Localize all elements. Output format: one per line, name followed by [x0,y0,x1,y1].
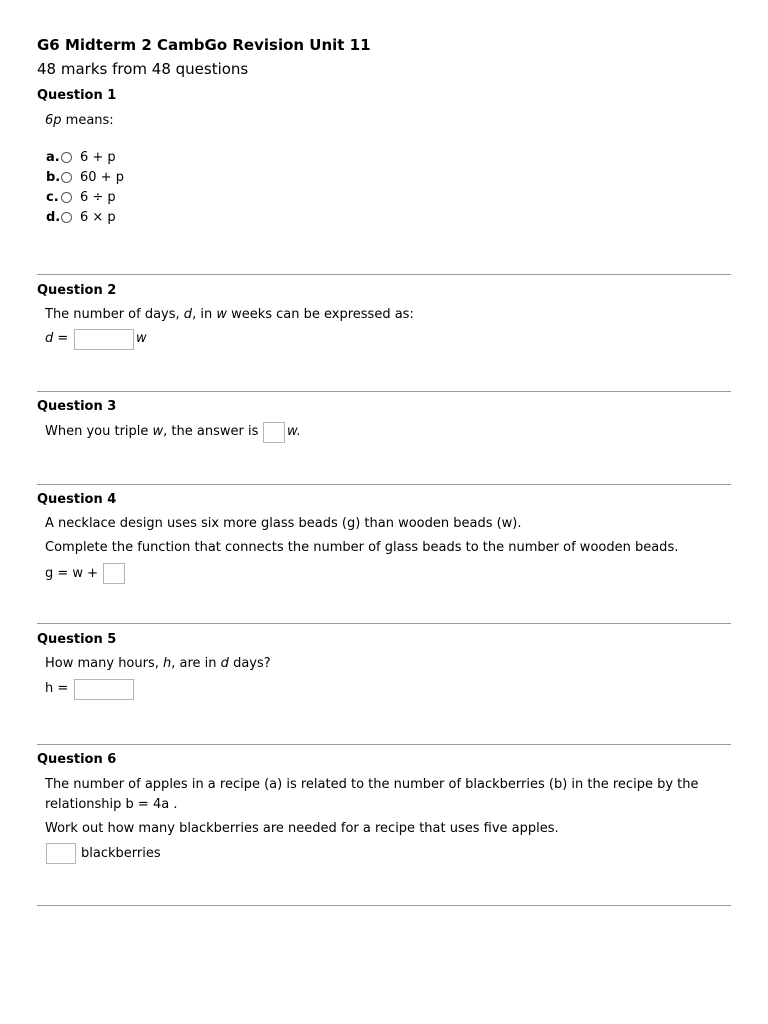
question-5-heading: Question 5 [37,632,117,647]
q2-var-w: w [216,307,227,322]
q5-prompt-part: , are in [171,656,221,671]
q1-expression: 6p [45,113,62,128]
q2-after [136,331,147,346]
divider [37,274,731,275]
question-2-prompt [45,307,414,322]
q1-option-a[interactable] [46,149,116,165]
q3-prompt-part: When you triple [45,424,153,439]
q1-option-a-radio[interactable] [61,152,72,163]
q6-line-2: relationship b = 4a . [45,797,178,812]
question-1-heading: Question 1 [37,88,117,103]
q5-var-h: h [163,656,172,671]
q3-prompt-part: , the answer is [163,424,259,439]
question-3-prompt [45,424,258,439]
q1-option-d-radio[interactable] [61,212,72,223]
question-6-heading: Question 6 [37,752,117,767]
divider [37,623,731,624]
q1-option-b-text: 60 + p [80,169,124,185]
q5-answer-input[interactable] [74,679,134,700]
q1-option-b-letter: b. [46,169,61,185]
q2-var-d: d [183,307,193,322]
q1-option-b[interactable] [46,169,124,185]
q1-option-c-text: 6 ÷ p [80,189,116,205]
q1-option-a-text: 6 + p [80,149,116,165]
q1-option-d-letter: d. [46,209,61,225]
q3-var-w: w [152,424,164,439]
q1-option-c-radio[interactable] [61,192,72,203]
question-3-heading: Question 3 [37,399,117,414]
q2-lhs-text: d = [45,331,69,346]
question-5-prompt [45,656,271,671]
q6-line-3: Work out how many blackberries are needed for a recipe that uses five apples. [45,821,559,836]
q1-option-c-letter: c. [46,189,59,205]
q1-prompt-text: means: [61,113,114,128]
q1-option-c[interactable] [46,189,116,205]
q2-prompt-part: weeks can be expressed as: [226,307,414,322]
q1-option-d[interactable] [46,209,116,225]
q4-answer-input[interactable] [103,563,125,584]
q3-answer-input[interactable] [263,422,285,443]
question-1-prompt [45,113,114,128]
q4-line-1: A necklace design uses six more glass beads (g) than wooden beads (w). [45,516,522,531]
divider [37,484,731,485]
divider [37,905,731,906]
q4-line-2: Complete the function that connects the number of glass beads to the number of wooden beads. [45,540,679,555]
q5-prompt-part: days? [228,656,271,671]
q5-lhs: h = [45,681,69,696]
q5-var-d: d [220,656,229,671]
question-2-heading: Question 2 [37,283,117,298]
q5-prompt-part: How many hours, [45,656,164,671]
q4-lhs: g = w + [45,566,99,581]
q1-option-d-text: 6 × p [80,209,116,225]
q2-prompt-part: The number of days, [45,307,184,322]
q1-option-b-radio[interactable] [61,172,72,183]
page-title: G6 Midterm 2 CambGo Revision Unit 11 [37,36,371,54]
q3-after [287,424,301,439]
q2-prompt-part: , in [192,307,217,322]
question-4-heading: Question 4 [37,492,117,507]
q2-answer-input[interactable] [74,329,134,350]
q1-option-a-letter: a. [46,149,60,165]
q2-after-text: w [136,331,147,346]
page-subtitle: 48 marks from 48 questions [37,60,249,78]
q3-after-text: w. [287,424,301,439]
q2-lhs [45,331,68,346]
q6-line-1: The number of apples in a recipe (a) is related to the number of blackberries (b) in the recipe by the [45,777,699,792]
divider [37,391,731,392]
q6-unit: blackberries [81,846,161,861]
q6-answer-input[interactable] [46,843,76,864]
divider [37,744,731,745]
